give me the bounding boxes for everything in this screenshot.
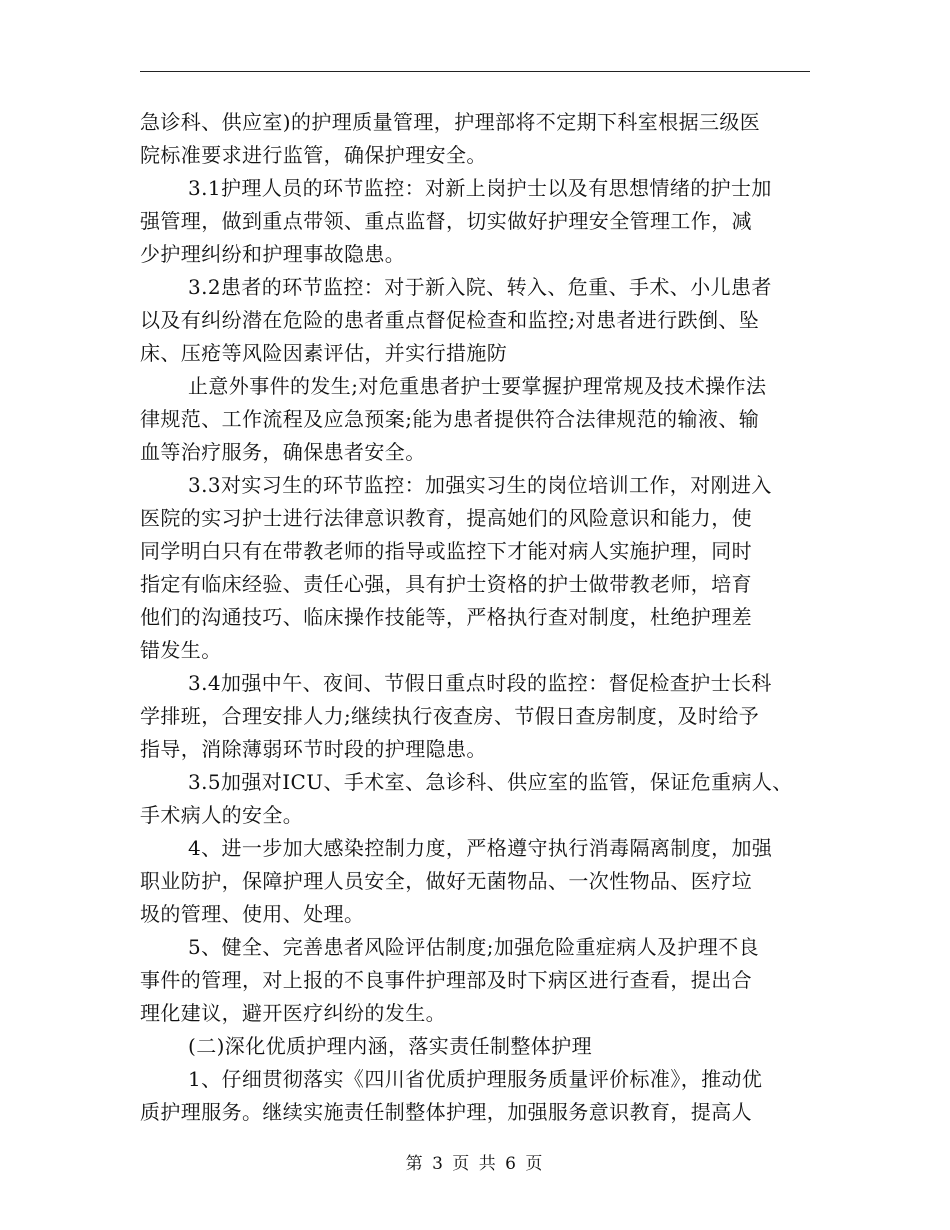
text-line: 同学明白只有在带教老师的指导或监控下才能对病人实施护理，同时	[140, 539, 752, 563]
text-line: 急诊科、供应室)的护理质量管理，护理部将不定期下科室根据三级医	[140, 110, 761, 134]
page-number: 第 3 页 共 6 页	[405, 1154, 545, 1174]
text-line: 3.4加强中午、夜间、节假日重点时段的监控：督促检查护士长科	[188, 671, 772, 695]
text-line: 他们的沟通技巧、临床操作技能等，严格执行查对制度，杜绝护理差	[140, 605, 752, 629]
text-line: 院标准要求进行监管，确保护理安全。	[140, 143, 487, 167]
text-line: 以及有纠纷潜在危险的患者重点督促检查和监控;对患者进行跌倒、坠	[140, 308, 760, 332]
text-line: 圾的管理、使用、处理。	[140, 902, 365, 926]
text-line: 事件的管理，对上报的不良事件护理部及时下病区进行查看，提出合	[140, 968, 752, 992]
text-line: 血等治疗服务，确保患者安全。	[140, 440, 426, 464]
text-line: 错发生。	[140, 638, 222, 662]
text-line: 指导，消除薄弱环节时段的护理隐患。	[140, 737, 487, 761]
text-line: 学排班，合理安排人力;继续执行夜查房、节假日查房制度，及时给予	[140, 704, 760, 728]
text-line: 3.5加强对ICU、手术室、急诊科、供应室的监管，保证危重病人、	[188, 770, 793, 794]
text-line: 手术病人的安全。	[140, 803, 304, 827]
text-line: 3.3对实习生的环节监控：加强实习生的岗位培训工作，对刚进入	[188, 473, 772, 497]
text-line: 律规范、工作流程及应急预案;能为患者提供符合法律规范的输液、输	[140, 407, 760, 431]
text-line: 1、仔细贯彻落实《四川省优质护理服务质量评价标准》，推动优	[188, 1067, 763, 1091]
text-line: 止意外事件的发生;对危重患者护士要掌握护理常规及技术操作法	[188, 374, 767, 398]
text-line: 3.1护理人员的环节监控：对新上岗护士以及有思想情绪的护士加	[188, 176, 772, 200]
text-line: 指定有临床经验、责任心强，具有护士资格的护士做带教老师，培育	[140, 572, 752, 596]
text-line: 少护理纠纷和护理事故隐患。	[140, 242, 406, 266]
text-line: 理化建议，避开医疗纠纷的发生。	[140, 1001, 446, 1025]
text-line: 职业防护，保障护理人员安全，做好无菌物品、一次性物品、医疗垃	[140, 869, 752, 893]
text-line: 医院的实习护士进行法律意识教育，提高她们的风险意识和能力，使	[140, 506, 752, 530]
text-line: 3.2患者的环节监控：对于新入院、转入、危重、手术、小儿患者	[188, 275, 772, 299]
section-heading: (二)深化优质护理内涵，落实责任制整体护理	[188, 1034, 593, 1058]
text-line: 质护理服务。继续实施责任制整体护理，加强服务意识教育，提高人	[140, 1100, 752, 1124]
text-line: 5、健全、完善患者风险评估制度;加强危险重症病人及护理不良	[188, 935, 760, 959]
text-line: 强管理，做到重点带领、重点监督，切实做好护理安全管理工作，减	[140, 209, 752, 233]
text-line: 4、进一步加大感染控制力度，严格遵守执行消毒隔离制度，加强	[188, 836, 773, 860]
text-line: 床、压疮等风险因素评估，并实行措施防	[140, 341, 508, 365]
